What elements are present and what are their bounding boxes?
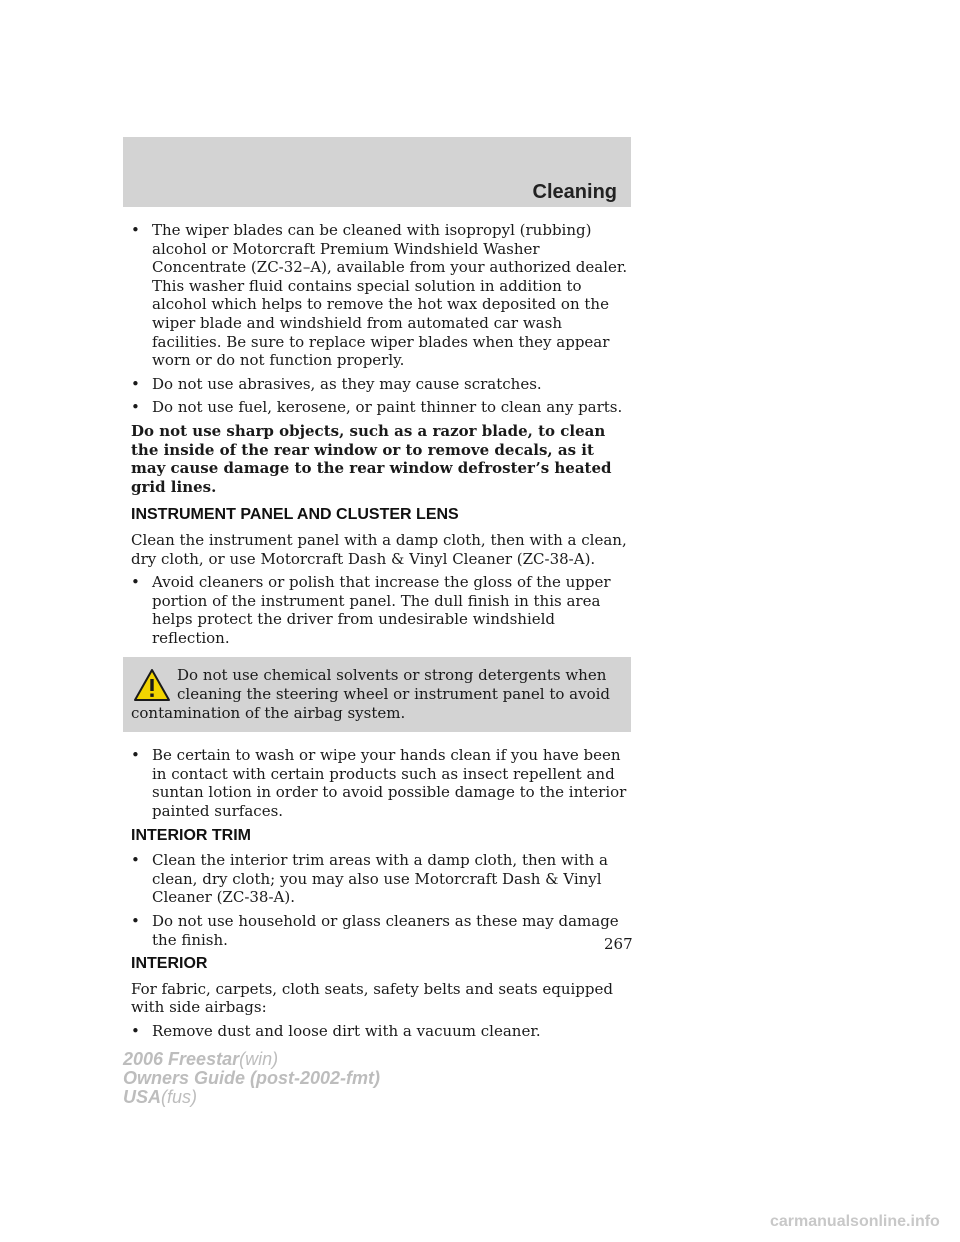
list-item: • The wiper blades can be cleaned with isopropyl (rubbing) alcohol or Motorcraft Premium Windshield Washer Concentrate (ZC-32–A), available from your authorized dealer. This washer fluid contains special solution in addition to alcohol which helps to remove the hot wax deposited on the wiper blade and windshield from automated car wash facilities. Be sure to replace wiper blades when they appear worn or do not function properly. (131, 221, 628, 370)
list-item: • Clean the interior trim areas with a damp cloth, then with a clean, dry cloth; you may also use Motorcraft Dash & Vinyl Cleaner (ZC-38-A). (131, 851, 608, 907)
list-item: • Avoid cleaners or polish that increase the gloss of the upper portion of the instrument panel. The dull finish in this area helps protect the driver from undesirable windshield reflection. (131, 573, 611, 647)
bullet-icon: • (131, 398, 140, 417)
list-item: • Do not use fuel, kerosene, or paint thinner to clean any parts. (131, 398, 623, 417)
warning-text: Do not use chemical solvents or strong detergents when cleaning the steering wheel or instrument panel to avoid contamination of the airbag system. (131, 666, 611, 722)
footer-model: 2006 Freestar (123, 1049, 240, 1069)
footer-market-code: (fus) (161, 1087, 198, 1107)
heading-interior-trim: INTERIOR TRIM (131, 826, 251, 844)
footer-model-code: (win) (239, 1049, 279, 1069)
page-number: 267 (604, 935, 633, 953)
list-item: • Do not use abrasives, as they may cause scratches. (131, 374, 542, 393)
section-title: Cleaning (532, 181, 617, 203)
watermark: carmanualsonline.info (770, 1213, 940, 1230)
bullet-icon: • (131, 1021, 140, 1040)
list-item: • Remove dust and loose dirt with a vacuum cleaner. (131, 1021, 541, 1040)
heading-instrument-panel: INSTRUMENT PANEL AND CLUSTER LENS (131, 506, 459, 524)
section-header-band (123, 137, 631, 207)
page-content (131, 221, 631, 1046)
footer-market: USA (123, 1087, 162, 1107)
document-footer (123, 1050, 380, 1107)
list-item: • Be certain to wash or wipe your hands clean if you have been in contact with certain products such as insect repellent and suntan lotion in order to avoid possible damage to the interior painted surfaces. (131, 746, 627, 821)
list-item: • Do not use household or glass cleaners as these may damage the finish. (131, 912, 619, 949)
paragraph: Clean the instrument panel with a damp cloth, then with a clean, dry cloth, or use Motorcraft Dash & Vinyl Cleaner (ZC-38-A). (131, 530, 627, 568)
paragraph: For fabric, carpets, cloth seats, safety belts and seats equipped with side airbags: (131, 979, 613, 1017)
heading-interior: INTERIOR (131, 955, 208, 973)
bullet-icon: • (131, 912, 140, 930)
bullet-icon: • (131, 746, 140, 765)
bullet-icon: • (131, 851, 140, 870)
footer-guide: Owners Guide (post-2002-fmt) (123, 1068, 381, 1088)
bullet-icon: • (131, 573, 140, 592)
warning-triangle-icon (133, 668, 171, 702)
bullet-icon: • (131, 374, 140, 393)
bullet-icon: • (131, 221, 140, 239)
warning-box (123, 657, 631, 732)
bold-caution-note: Do not use sharp objects, such as a razor blade, to clean the inside of the rear window or to remove decals, as it may cause damage to the rear window defroster’s heated grid lines. (131, 421, 612, 496)
